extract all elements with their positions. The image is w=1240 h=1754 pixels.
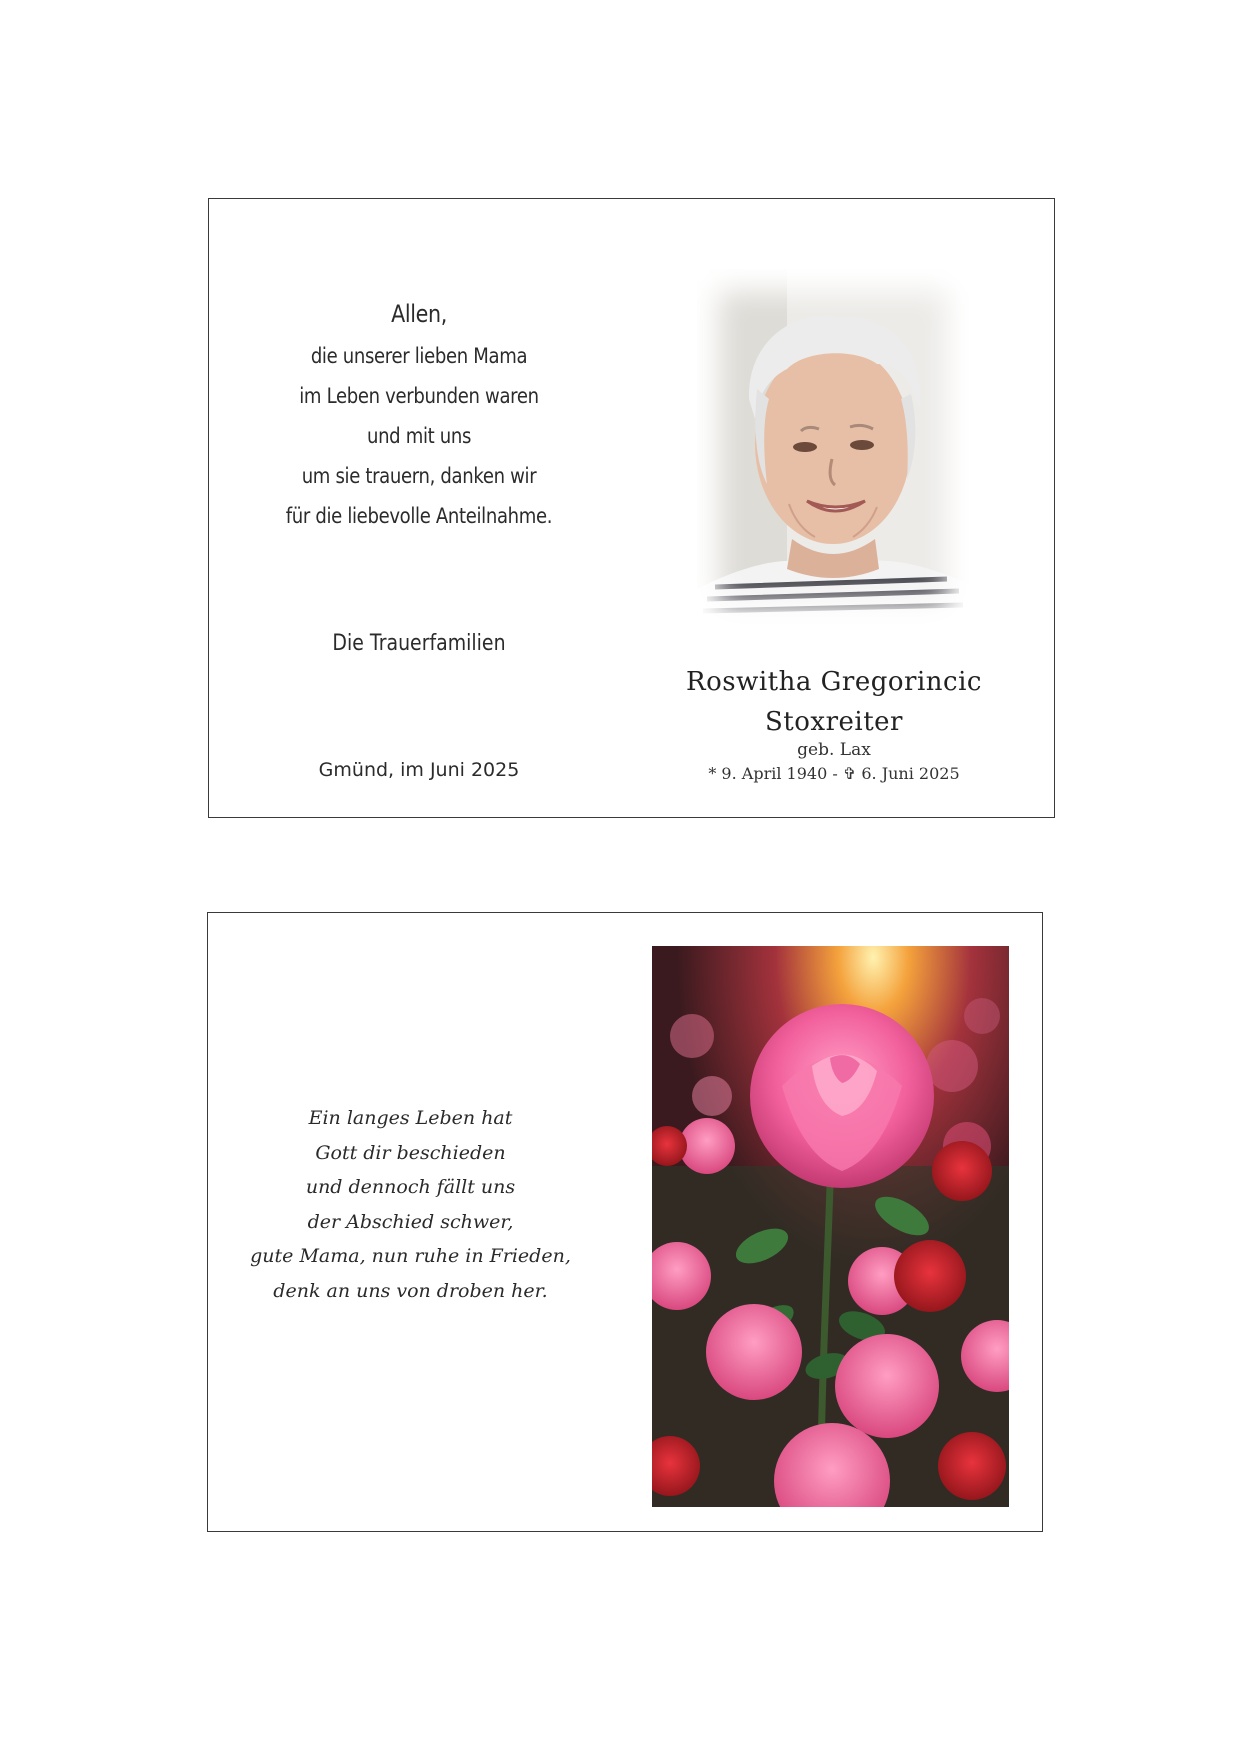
thanks-line: Allen, bbox=[391, 300, 447, 328]
portrait-photo bbox=[697, 269, 969, 625]
thanks-line: für die liebevolle Anteilnahme. bbox=[285, 504, 553, 528]
verse-card bbox=[207, 912, 1043, 1532]
place-date: Gmünd, im Juni 2025 bbox=[318, 759, 520, 781]
deceased-name bbox=[649, 662, 1019, 742]
verse-line: Gott dir beschieden bbox=[315, 1141, 506, 1164]
signature-families: Die Trauerfamilien bbox=[332, 631, 506, 656]
portrait-image bbox=[697, 269, 969, 625]
verse-line: denk an uns von droben her. bbox=[273, 1279, 548, 1302]
thanks-message bbox=[281, 294, 556, 536]
verse-line: und dennoch fällt uns bbox=[305, 1176, 516, 1198]
memorial-verse bbox=[208, 1101, 613, 1308]
thanks-card bbox=[208, 198, 1055, 818]
rose-image bbox=[652, 946, 1009, 1507]
thanks-line: und mit uns bbox=[366, 424, 472, 448]
verse-line: Ein langes Leben hat bbox=[308, 1107, 513, 1129]
life-dates: * 9. April 1940 - ✞ 6. Juni 2025 bbox=[708, 764, 960, 783]
thanks-line: im Leben verbunden waren bbox=[299, 384, 539, 408]
thanks-line: um sie trauern, danken wir bbox=[301, 464, 537, 488]
thanks-line: die unserer lieben Mama bbox=[310, 344, 528, 368]
verse-line: gute Mama, nun ruhe in Frieden, bbox=[250, 1245, 571, 1267]
verse-line: der Abschied schwer, bbox=[307, 1210, 514, 1233]
rose-photo bbox=[652, 946, 1009, 1507]
name-line: Roswitha Gregorincic bbox=[686, 667, 982, 697]
name-line: Stoxreiter bbox=[765, 707, 903, 737]
maiden-name: geb. Lax bbox=[797, 740, 871, 760]
